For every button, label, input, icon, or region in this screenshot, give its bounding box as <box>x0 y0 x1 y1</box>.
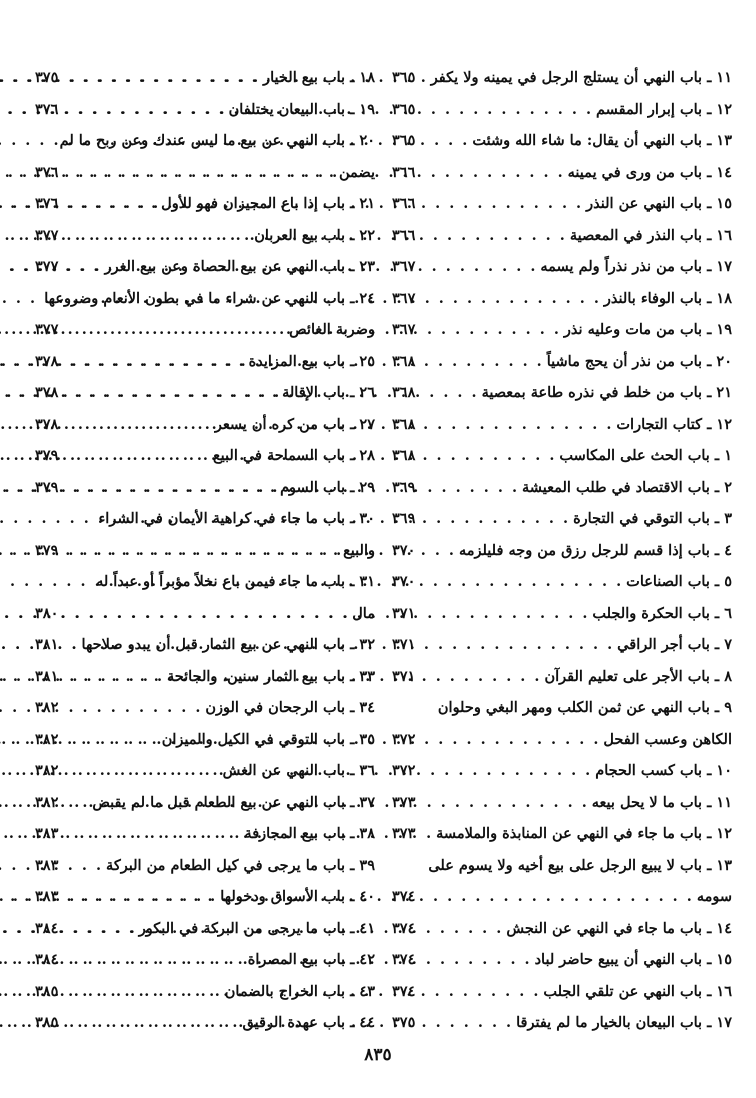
toc-entry-title: ٤٣ ـ باب الخراج بالضمان <box>224 982 375 1000</box>
leader-dots <box>61 755 219 787</box>
leader-dots <box>418 125 469 157</box>
toc-entry <box>35 503 375 566</box>
toc-entry-line <box>35 188 375 220</box>
toc-entry-page: ٣٧٢ <box>392 762 416 779</box>
toc-entry <box>35 251 375 283</box>
toc-entry <box>35 692 375 724</box>
toc-entry-line <box>392 283 732 315</box>
toc-entry-page: ٣٨٣ <box>35 856 59 874</box>
leader-dots <box>418 661 541 693</box>
toc-entry-title: ١٩ ـ باب من مات وعليه نذر <box>563 321 732 338</box>
toc-entry-title: الكاهن وعسب الفحل <box>603 730 732 748</box>
leader-dots <box>418 535 456 567</box>
leader-dots <box>61 346 245 378</box>
leader-dots <box>418 944 531 976</box>
toc-entry-line <box>35 314 375 346</box>
leader-dots <box>61 881 217 913</box>
toc-entry-page: ٣٧٨ <box>35 415 59 433</box>
toc-entry-line <box>35 62 375 94</box>
toc-entry <box>392 62 732 94</box>
toc-entry-page: ٣٧٤ <box>392 919 416 937</box>
toc-entry-title: والبيع <box>343 541 375 559</box>
toc-entry <box>35 976 375 1008</box>
toc-entry-title: سومه <box>696 888 732 905</box>
toc-entry <box>392 818 732 850</box>
leader-dots <box>418 377 478 409</box>
toc-entry-title: ١٣ ـ باب النهي أن يقال: ما شاء الله وشئت <box>472 132 732 149</box>
toc-entry <box>392 409 732 441</box>
leader-dots <box>418 818 433 850</box>
leader-dots <box>418 913 503 945</box>
toc-entry-title: ٣٢ ـ باب النهي عن بيع الثمار قبل أن يبدو صلاحها <box>81 636 375 653</box>
toc-entry <box>392 314 732 346</box>
toc-entry-title: ٣٠ ـ باب ما جاء في كراهية الأيمان في الشراء <box>98 510 375 527</box>
leader-dots <box>61 440 210 472</box>
toc-entry-line <box>35 692 375 724</box>
toc-entry-line <box>392 598 732 630</box>
toc-entry <box>392 94 732 126</box>
toc-entry-title: ٣٧ ـ باب النهي عن بيع الطعام قبل ما لم يقبض <box>92 793 375 811</box>
toc-entry-line <box>35 377 375 409</box>
leader-dots <box>418 472 519 504</box>
toc-entry-page: ٣٨٣ <box>35 888 59 905</box>
leader-dots <box>418 220 566 252</box>
toc-entry <box>392 188 732 220</box>
toc-entry-title: وضربة الغائص <box>289 321 375 338</box>
toc-entry <box>392 251 732 283</box>
toc-entry-line <box>392 850 732 882</box>
leader-dots <box>61 188 158 220</box>
toc-entry-line <box>392 94 732 126</box>
toc-entry-line <box>35 346 375 378</box>
toc-entry-title: ٣٦ ـ باب النهي عن الغش <box>222 762 375 779</box>
leader-dots <box>61 850 103 882</box>
toc-entry-page: ٣٦٥ <box>392 100 416 118</box>
toc-entry <box>35 944 375 976</box>
toc-entry-page: ٣٦٩ <box>392 478 416 496</box>
leader-dots <box>418 409 613 441</box>
toc-entry-page: ٣٧٨ <box>35 352 59 370</box>
toc-entry-line <box>392 755 732 787</box>
toc-entry <box>35 787 375 819</box>
toc-entry <box>35 913 375 945</box>
toc-entry <box>35 661 375 693</box>
toc-entry-line <box>392 188 732 220</box>
leader-dots <box>61 787 89 819</box>
toc-entry-page: ٣٦٨ <box>392 352 416 370</box>
toc-entry-title: ٢٣ ـ باب النهي عن بيع الحصاة وعن بيع الغرر <box>104 258 375 275</box>
toc-entry-title: ٤٠ ـ باب الأسواق ودخولها <box>220 888 375 905</box>
toc-entry-line <box>392 787 732 819</box>
toc-entry-line <box>35 976 375 1008</box>
toc-entry-line <box>35 661 375 693</box>
toc-entry-title: ٣٥ ـ باب التوقي في الكيل والميزان <box>161 730 375 748</box>
toc-entry-line <box>35 629 375 661</box>
toc-entry-line <box>392 724 732 756</box>
toc-entry-line <box>35 157 375 189</box>
leader-dots <box>418 251 537 283</box>
toc-entry-page: ٣٦٦ <box>392 195 416 212</box>
toc-column-left <box>35 62 375 1039</box>
toc-entry-title: ١٥ ـ باب النهي أن يبيع حاضر لباد <box>534 951 732 968</box>
toc-entry <box>35 283 375 346</box>
toc-entry <box>392 472 732 504</box>
toc-entry-title: ٢٥ ـ باب بيع المزايدة <box>248 352 375 370</box>
toc-entry-title: ١٢ ـ باب ما جاء في النهي عن المنابذة والملامسة <box>436 825 732 842</box>
toc-entry-page: ٣٨٢ <box>35 699 59 716</box>
toc-entry-title: ٥ ـ باب الصناعات <box>626 573 732 590</box>
leader-dots <box>61 535 340 567</box>
toc-entry-title: ١١ ـ باب النهي أن يستلج الرجل في يمينه ولا يكفر <box>430 69 732 86</box>
page-number: ٨٣٥ <box>364 1045 392 1065</box>
toc-entry-page: ٣٧١ <box>392 604 416 622</box>
leader-dots <box>61 251 101 283</box>
toc-entry-line <box>392 629 732 661</box>
toc-entry-line <box>392 125 732 157</box>
leader-dots <box>61 629 78 661</box>
toc-entry-line <box>392 157 732 189</box>
toc-entry-title: ١٣ ـ باب لا يبيع الرجل على بيع أخيه ولا يسوم على <box>428 856 732 874</box>
toc-entry-title: ٣٣ ـ باب بيع الثمار سنين، والجائحة <box>167 667 375 685</box>
toc-entry-page: ٣٧٧ <box>35 258 59 275</box>
toc-entry-page: ٣٧٤ <box>392 951 416 968</box>
toc-entry-page: ٣٨٠ <box>35 604 59 622</box>
toc-entry-line <box>35 1007 375 1039</box>
toc-entry <box>392 913 732 945</box>
toc-entry <box>392 1007 732 1039</box>
toc-entry-title: ٦ ـ باب الحكرة والجلب <box>592 604 732 622</box>
toc-entry-line <box>392 913 732 945</box>
toc-entry-line <box>35 125 375 157</box>
toc-entry-page: ٣٧٣ <box>392 825 416 842</box>
toc-entry <box>392 566 732 598</box>
toc-entry <box>392 283 732 315</box>
toc-entry-line <box>392 881 732 913</box>
leader-dots <box>418 314 561 346</box>
toc-entry-page: ٣٨٤ <box>35 951 59 968</box>
toc-entry <box>35 724 375 756</box>
leader-dots <box>61 598 349 630</box>
toc-entry-page: ٣٦٩ <box>392 510 416 527</box>
toc-entry-page: ٣٧٢ <box>392 730 416 748</box>
toc-entry-title: ١٧ ـ باب من نذر نذراً ولم يسمه <box>540 258 732 275</box>
toc-entry <box>392 787 732 819</box>
toc-entry-page: ٣٨٢ <box>35 730 59 748</box>
toc-entry <box>392 850 732 913</box>
toc-entry-page: ٣٧٥ <box>35 69 59 86</box>
toc-entry-line <box>392 409 732 441</box>
toc-entry <box>392 976 732 1008</box>
leader-dots <box>61 692 202 724</box>
toc-entry-line <box>392 220 732 252</box>
toc-entry-page: ٣٦٨ <box>392 447 416 464</box>
toc-entry <box>35 409 375 441</box>
toc-entry-line <box>392 944 732 976</box>
toc-entry-page: ٣٦٨ <box>392 384 416 401</box>
leader-dots <box>418 157 564 189</box>
leader-dots <box>61 944 244 976</box>
toc-entry-title: ١٦ ـ باب النهي عن تلقي الجلب <box>543 982 732 1000</box>
toc-entry-page: ٣٧٨ <box>35 384 59 401</box>
toc-entry-title: ٤ ـ باب إذا قسم للرجل رزق من وجه فليلزمه <box>458 541 732 559</box>
toc-entry-page: ٣٧٦ <box>35 100 59 118</box>
toc-entry-title: ٢٨ ـ باب السماحة في البيع <box>212 447 375 464</box>
toc-entry <box>392 535 732 567</box>
toc-entry-title: ٣٩ ـ باب ما يرجى في كيل الطعام من البركة <box>106 856 375 874</box>
toc-entry-title: ١٨ ـ باب الوفاء بالنذر <box>603 289 732 307</box>
toc-entry-line <box>35 944 375 976</box>
leader-dots <box>418 881 693 913</box>
toc-entry-line <box>392 818 732 850</box>
toc-entry-line <box>392 692 732 724</box>
toc-entry-line <box>35 724 375 756</box>
toc-entry-title: ١٩ ـ باب البيعان يختلفان <box>228 100 375 118</box>
toc-entry-line <box>35 409 375 441</box>
toc-entry <box>392 692 732 755</box>
leader-dots <box>61 976 221 1008</box>
toc-entry <box>35 188 375 220</box>
toc-entry-page: ٣٧١ <box>392 667 416 685</box>
toc-entry-title: ٢٧ ـ باب من كره أن يسعر <box>214 415 375 433</box>
toc-entry-line <box>392 976 732 1008</box>
toc-entry-line <box>35 283 375 315</box>
leader-dots <box>418 283 601 315</box>
leader-dots <box>61 1007 239 1039</box>
toc-entry-title: ٢١ ـ باب من خلط في نذره طاعة بمعصية <box>481 384 732 401</box>
toc-entry <box>35 850 375 882</box>
toc-entry-line <box>392 314 732 346</box>
toc-entry-title: ١٢ ـ باب إبرار المقسم <box>596 100 732 118</box>
leader-dots <box>418 629 614 661</box>
toc-entry <box>392 157 732 189</box>
toc-entry-page: ٣٨٥ <box>35 1014 59 1031</box>
leader-dots <box>61 818 241 850</box>
toc-entry-page: ٣٨١ <box>35 667 59 685</box>
toc-entry-line <box>392 346 732 378</box>
toc-entry-title: ٢ ـ باب الاقتصاد في طلب المعيشة <box>522 478 732 496</box>
toc-entry-title: ٤٢ ـ باب بيع المصراة <box>247 951 375 968</box>
toc-entry-line <box>392 1007 732 1039</box>
toc-entry-title: ٢١ ـ باب إذا باع المجيزان فهو للأول <box>161 195 375 212</box>
toc-entry-page: ٣٦٥ <box>392 132 416 149</box>
toc-entry-line <box>392 661 732 693</box>
toc-entry-page: ٣٨٤ <box>35 919 59 937</box>
toc-entry-page: ٣٧٣ <box>392 793 416 811</box>
leader-dots <box>418 976 540 1008</box>
toc-entry <box>35 220 375 252</box>
toc-entry <box>392 377 732 409</box>
toc-entry-line <box>392 440 732 472</box>
toc-entry-page: ٣٨٣ <box>35 825 59 842</box>
toc-entry-page: ٣٧٥ <box>392 1014 416 1031</box>
leader-dots <box>61 377 279 409</box>
toc-entry-page: ٣٨٢ <box>35 762 59 779</box>
toc-entry <box>392 503 732 535</box>
toc-entry-line <box>35 472 375 504</box>
toc-entry-line <box>35 503 375 535</box>
toc-entry-title: مال <box>352 604 375 622</box>
toc-entry <box>392 944 732 976</box>
toc-entry <box>392 598 732 630</box>
leader-dots <box>61 472 277 504</box>
toc-entry <box>35 346 375 378</box>
toc-entry-title: ١٤ ـ باب ما جاء في النهي عن النجش <box>506 919 732 937</box>
toc-entry <box>35 62 375 94</box>
toc-entry-page: ٣٧٧ <box>35 321 59 338</box>
toc-entry-title: ٣٤ ـ باب الرجحان في الوزن <box>205 699 375 716</box>
toc-entry-line <box>35 535 375 567</box>
toc-entry-page: ٣٨٥ <box>35 982 59 1000</box>
toc-entry-page: ٣٨٢ <box>35 793 59 811</box>
toc-entry-line <box>35 881 375 913</box>
toc-entry <box>392 755 732 787</box>
leader-dots <box>61 94 225 126</box>
toc-entry-line <box>35 818 375 850</box>
toc-entry-line <box>35 913 375 945</box>
toc-entry <box>35 94 375 126</box>
toc-entry-title: ١٧ ـ باب البيعان بالخيار ما لم يفترقا <box>516 1014 732 1031</box>
leader-dots <box>418 62 427 94</box>
toc-entry-line <box>35 440 375 472</box>
toc-entry <box>35 818 375 850</box>
toc-entry <box>392 220 732 252</box>
toc-entry-title: ٢٦ ـ باب الإقالة <box>282 384 375 401</box>
toc-entry <box>392 125 732 157</box>
toc-entry <box>35 125 375 188</box>
toc-entry-page: ٣٧٩ <box>35 447 59 464</box>
leader-dots <box>61 62 260 94</box>
toc-entry <box>392 629 732 661</box>
toc-entry-line <box>35 566 375 598</box>
toc-entry-page: ٣٨١ <box>35 636 59 653</box>
toc-entry <box>35 1007 375 1039</box>
leader-dots <box>61 409 211 441</box>
toc-entry <box>392 661 732 693</box>
toc-entry-title: ٣١ ـ باب ما جاء فيمن باع نخلاً مؤبراً أو عبداً له <box>96 573 375 590</box>
toc-entry-page: ٣٦٧ <box>392 258 416 275</box>
leader-dots <box>61 661 164 693</box>
leader-dots <box>61 913 135 945</box>
toc-entry-page: ٣٦٦ <box>392 226 416 244</box>
toc-entry-page: ٣٧٩ <box>35 478 59 496</box>
toc-entry <box>35 440 375 472</box>
toc-entry-line <box>35 598 375 630</box>
toc-entry-line <box>392 62 732 94</box>
toc-entry-page: ٣٧٩ <box>35 541 59 559</box>
toc-entry-line <box>35 94 375 126</box>
toc-entry <box>35 472 375 504</box>
toc-entry-title: ٢٠ ـ باب من نذر أن يحج ماشياً <box>546 352 732 370</box>
toc-entry-line <box>35 755 375 787</box>
leader-dots <box>418 188 583 220</box>
toc-entry-line <box>35 251 375 283</box>
toc-entry-line <box>35 220 375 252</box>
toc-entry-title: ٤١ ـ باب ما يرجى من البركة في البكور <box>138 919 375 937</box>
toc-entry-page: ٣٧٠ <box>392 541 416 559</box>
toc-entry-title: ١٠ ـ باب كسب الحجام <box>595 762 732 779</box>
toc-entry <box>35 629 375 661</box>
toc-entry-title: ٩ ـ باب النهي عن ثمن الكلب ومهر البغي وحلوان <box>437 699 732 716</box>
toc-column-right <box>392 62 732 1039</box>
toc-entry-line <box>35 787 375 819</box>
toc-entry-title: ٢٤ ـ باب النهي عن شراء ما في بطون الأنعام وضروعها <box>44 289 375 307</box>
leader-dots <box>418 755 592 787</box>
leader-dots <box>61 314 286 346</box>
leader-dots <box>418 787 588 819</box>
toc-entry-page: ٣٦٥ <box>392 69 416 86</box>
leader-dots <box>418 566 623 598</box>
toc-entry-title: ٧ ـ باب أجر الراقي <box>617 636 732 653</box>
toc-entry-title: ١٥ ـ باب النهي عن النذر <box>586 195 732 212</box>
toc-entry-title: ١١ ـ باب ما لا يحل بيعه <box>591 793 732 811</box>
toc-entry-page: ٣٧٦ <box>35 163 59 181</box>
leader-dots <box>418 94 593 126</box>
toc-entry-line <box>392 566 732 598</box>
toc-entry <box>35 881 375 913</box>
toc-entry-title: ٤٤ ـ باب عهدة الرقيق <box>242 1014 375 1031</box>
toc-entry-line <box>392 251 732 283</box>
toc-entry-line <box>35 850 375 882</box>
toc-entry-page: ٣٧٦ <box>35 195 59 212</box>
toc-entry-page: ٣٦٨ <box>392 415 416 433</box>
toc-entry-title: ٣٨ ـ باب بيع المجازفة <box>244 825 375 842</box>
leader-dots <box>418 598 589 630</box>
toc-entry-title: ١٦ ـ باب النذر في المعصية <box>569 226 732 244</box>
leader-dots <box>61 724 158 756</box>
leader-dots <box>61 157 336 189</box>
toc-entry-title: ٨ ـ باب الأجر على تعليم القرآن <box>544 667 732 685</box>
toc-entry-title: ١ ـ باب الحث على المكاسب <box>559 447 732 464</box>
toc-entry <box>35 377 375 409</box>
toc-entry-line <box>392 472 732 504</box>
toc-entry-page: ٣٧٠ <box>392 573 416 590</box>
toc-entry-title: ٢٠ ـ باب النهي عن بيع ما ليس عندك وعن ربح ما لم <box>59 132 375 149</box>
toc-entry-title: ٢٢ ـ باب بيع العربان <box>254 226 375 244</box>
toc-entry-page: ٣٦٧ <box>392 321 416 338</box>
toc-entry-page: ٣٦٦ <box>392 163 416 181</box>
leader-dots <box>418 503 570 535</box>
toc-entry <box>392 346 732 378</box>
leader-dots <box>418 440 556 472</box>
toc-entry-title: ٣ ـ باب التوقي في التجارة <box>573 510 732 527</box>
toc-entry <box>35 566 375 629</box>
toc-entry-page: ٣٧١ <box>392 636 416 653</box>
toc-entry-page: ٣٧٧ <box>35 226 59 244</box>
toc-entry-line <box>392 535 732 567</box>
leader-dots <box>61 220 251 252</box>
leader-dots <box>418 724 600 756</box>
toc-entry-page: ٣٧٤ <box>392 888 416 905</box>
toc-entry <box>392 440 732 472</box>
toc-entry-title: ١٨ ـ باب بيع الخيار <box>263 69 375 86</box>
toc-entry-title: ١٤ ـ باب من ورى في يمينه <box>567 163 732 181</box>
leader-dots <box>418 346 543 378</box>
toc-entry-line <box>392 503 732 535</box>
toc-entry-line <box>392 377 732 409</box>
toc-entry-page: ٣٧٤ <box>392 982 416 1000</box>
toc-entry-title: ١٢ ـ كتاب التجارات <box>616 415 732 433</box>
toc-entry-page: ٣٦٧ <box>392 289 416 307</box>
toc-entry-title: ٢٩ ـ باب السوم <box>280 478 375 496</box>
leader-dots <box>418 1007 513 1039</box>
toc-entry-title: يضمن <box>338 163 375 181</box>
toc-entry <box>35 755 375 787</box>
